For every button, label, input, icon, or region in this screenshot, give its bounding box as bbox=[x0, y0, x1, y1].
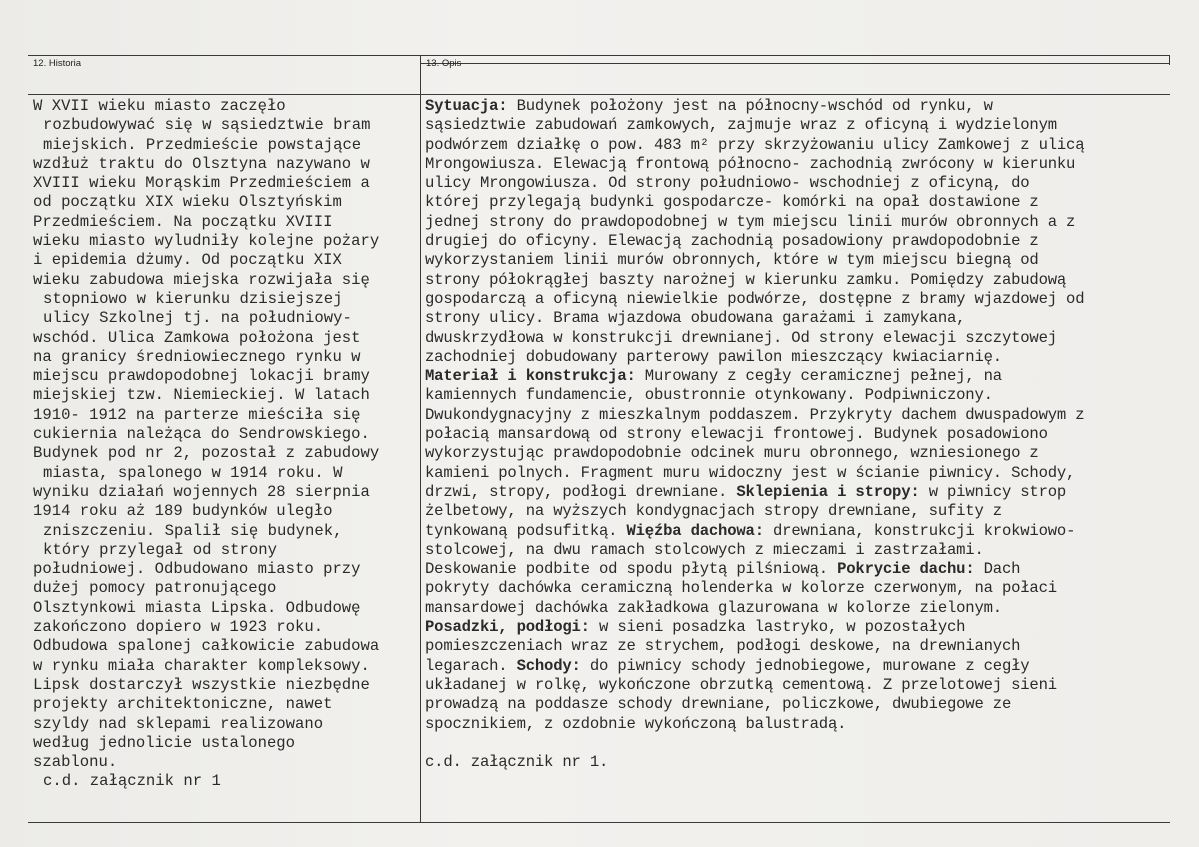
historia-line: szablonu. bbox=[33, 753, 118, 772]
content-top-border bbox=[28, 94, 1170, 95]
section-label-wiezba: Więźba dachowa: bbox=[626, 521, 764, 540]
opis-line bbox=[425, 367, 1165, 386]
historia-line: wzdłuż traktu do Olsztyna nazywano w bbox=[33, 154, 370, 173]
historia-line: wyniku działań wojennych 28 sierpnia bbox=[33, 482, 370, 501]
historia-line: zakończono dopiero w 1923 roku. bbox=[33, 618, 324, 637]
opis-line bbox=[425, 657, 1165, 676]
opis-text: Murowany z cegły ceramicznej pełnej, na bbox=[635, 367, 1002, 386]
opis-line bbox=[425, 522, 1165, 541]
historia-line: który przylegał od strony bbox=[43, 540, 277, 559]
historia-line: Lipsk dostarczył wszystkie niezbędne bbox=[33, 675, 370, 694]
opis-line: sąsiedztwie zabudowań zamkowych, zajmuje wraz z oficyną i wydzielonym bbox=[425, 116, 1057, 135]
historia-line: według jednolicie ustalonego bbox=[33, 733, 296, 752]
opis-line: ulicy Mrongowiusza. Od strony południowo- wschodniej z oficyną, do bbox=[425, 174, 1030, 193]
opis-spacer bbox=[425, 734, 1165, 753]
header-opis: 13. Opis bbox=[426, 58, 462, 69]
opis-line bbox=[425, 560, 1165, 579]
opis-line: kamieni polnych. Fragment muru widoczny jest w ścianie piwnicy. Schody, bbox=[425, 463, 1076, 482]
historia-line: miasta, spalonego w 1914 roku. W bbox=[43, 463, 343, 482]
opis-text: drewniana, konstrukcji krokwiowo- bbox=[763, 521, 1076, 540]
historia-line: 1914 roku aż 189 budynków uległo bbox=[33, 502, 333, 521]
header-historia: 12. Historia bbox=[33, 58, 82, 69]
historia-line: i epidemia dżumy. Od początku XIX bbox=[33, 251, 342, 270]
opis-line: podwórzem działkę o pow. 483 m² przy skrzyżowaniu ulicy Zamkowej z ulicą bbox=[425, 135, 1085, 154]
opis-text: do piwnicy schody jednobiegowe, murowane z cegły bbox=[580, 656, 1030, 675]
opis-text: tynkowaną podsufitką. bbox=[425, 521, 627, 540]
historia-line: ulicy Szkolnej tj. na południowy- bbox=[43, 309, 352, 328]
opis-text: drzwi, stropy, podłogi drewniane. bbox=[425, 482, 737, 501]
historia-line: w rynku miała charakter kompleksowy. bbox=[33, 656, 370, 675]
historia-line: W XVII wieku miasto zaczęło bbox=[33, 97, 286, 115]
opis-line bbox=[425, 483, 1165, 502]
opis-column bbox=[425, 97, 1165, 772]
opis-line: połacią mansardową od strony elewacji frontowej. Budynek posadowiono bbox=[425, 425, 1048, 444]
opis-line: spocznikiem, z ozdobnie wykończoną balustradą. bbox=[425, 714, 847, 733]
opis-line: której przylegają budynki gospodarcze- komórki na opał dostawione z bbox=[425, 193, 1039, 212]
historia-line: miejskich. Przedmieście powstające bbox=[43, 135, 362, 154]
historia-line: wschód. Ulica Zamkowa położona jest bbox=[33, 328, 361, 347]
opis-line: dwuskrzydłowa w konstrukcji drewnianej. Od strony elewacji szczytowej bbox=[425, 328, 1057, 347]
opis-text: w sieni posadzka lastryko, w pozostałych bbox=[589, 618, 966, 637]
opis-line: Mrongowiusza. Elewacją frontową północno- zachodnią zwrócony w kierunku bbox=[425, 154, 1076, 173]
opis-line: strony ulicy. Brama wjazdowa obudowana garażami i zamykana, bbox=[425, 309, 966, 328]
opis-footer: c.d. załącznik nr 1. bbox=[425, 753, 609, 772]
historia-line: miejscu prawdopodobnej lokacji bramy bbox=[33, 367, 370, 386]
historia-line: dużej pomocy patronującego bbox=[33, 579, 277, 598]
opis-text: w piwnicy strop bbox=[919, 482, 1067, 501]
opis-text: Deskowanie podbite od spodu płytą pilśniową. bbox=[425, 560, 838, 579]
historia-line: południowej. Odbudowano miasto przy bbox=[33, 560, 361, 579]
historia-line: stopniowo w kierunku dzisiejszej bbox=[43, 289, 343, 308]
opis-line: prowadzą na poddasze schody drewniane, policzkowe, dwubiegowe ze bbox=[425, 695, 1012, 714]
opis-text: Dach bbox=[974, 560, 1021, 579]
historia-line: Olsztynkowi miasta Lipska. Odbudowę bbox=[33, 598, 361, 617]
opis-line: gospodarczą a oficyną niewielkie podwórze, dostępne z bramy wjazdowej od bbox=[425, 289, 1085, 308]
right-border bbox=[1169, 55, 1170, 65]
opis-line: strony półokrągłej baszty narożnej w kierunku zamku. Pomiędzy zabudową bbox=[425, 270, 1067, 289]
historia-footer: c.d. załącznik nr 1 bbox=[43, 772, 221, 791]
historia-line: rozbudowywać się w sąsiedztwie bram bbox=[43, 116, 371, 135]
opis-line: stolcowej, na dwu ramach stolcowych z mieczami i zastrzałami. bbox=[425, 540, 984, 559]
historia-line: projekty architektoniczne, nawet bbox=[33, 695, 333, 714]
historia-line: cukiernia należąca do Sendrowskiego. bbox=[33, 425, 370, 444]
opis-text: Budynek położony jest na północny-wschód od rynku, w bbox=[507, 97, 993, 115]
opis-line: kamiennych fundamencie, obustronnie otynkowany. Podpiwniczony. bbox=[425, 386, 993, 405]
opis-line: mansardowej dachówka zakładkowa glazurowana w kolorze zielonym. bbox=[425, 598, 1002, 617]
historia-line: Budynek pod nr 2, pozostał z zabudowy bbox=[33, 444, 380, 463]
historia-line: Odbudowa spalonej całkowicie zabudowa bbox=[33, 637, 380, 656]
opis-text: legarach. bbox=[425, 656, 517, 675]
historia-line: zniszczeniu. Spalił się budynek, bbox=[43, 521, 343, 540]
historia-line: miejskiej tzw. Niemieckiej. W latach bbox=[33, 386, 370, 405]
section-label-material: Materiał i konstrukcja: bbox=[425, 367, 636, 386]
opis-line: zachodniej dobudowany parterowy pawilon mieszczący kwiaciarnię. bbox=[425, 347, 1002, 366]
section-label-schody: Schody: bbox=[516, 656, 581, 675]
section-label-pokrycie: Pokrycie dachu: bbox=[837, 560, 975, 579]
historia-line: XVIII wieku Morąskim Przedmieściem a bbox=[33, 174, 370, 193]
top-border bbox=[28, 55, 1170, 56]
opis-line: wykorzystaniem linii murów obronnych, które w tym miejscu biegną od bbox=[425, 251, 1039, 270]
column-divider bbox=[420, 55, 421, 823]
opis-line: układanej w rolkę, wykończone obrzutką cementową. Z przelotowej sieni bbox=[425, 675, 1057, 694]
header-bottom-border bbox=[420, 63, 1170, 64]
historia-line: wieku zabudowa miejska rozwijała się bbox=[33, 270, 370, 289]
historia-column bbox=[33, 97, 418, 792]
opis-line: pokryty dachówka ceramiczną holenderka w kolorze czerwonym, na połaci bbox=[425, 579, 1057, 598]
historia-line: od początku XIX wieku Olsztyńskim bbox=[33, 193, 342, 212]
historia-line: 1910- 1912 na parterze mieściła się bbox=[33, 405, 361, 424]
opis-line: jednej strony do prawdopodobnej w tym miejscu linii murów obronnych a z bbox=[425, 212, 1076, 231]
opis-line: pomieszczeniach wraz ze strychem, podłogi deskowe, na drewnianych bbox=[425, 637, 1021, 656]
section-label-posadzki: Posadzki, podłogi: bbox=[425, 618, 590, 637]
opis-line: drugiej do oficyny. Elewacją zachodnią posadowiony prawdopodobnie z bbox=[425, 232, 1039, 251]
opis-line bbox=[425, 97, 1165, 116]
section-label-sytuacja: Sytuacja: bbox=[425, 97, 508, 115]
section-label-sklepienia: Sklepienia i stropy: bbox=[736, 482, 920, 501]
bottom-border bbox=[28, 822, 1170, 823]
opis-line: wykorzystując prawdopodobnie odcinek muru obronnego, wzniesionego z bbox=[425, 444, 1039, 463]
opis-line bbox=[425, 618, 1165, 637]
opis-line: Dwukondygnacyjny z mieszkalnym poddaszem. Przykryty dachem dwuspadowym z bbox=[425, 405, 1085, 424]
historia-line: na granicy średniowiecznego rynku w bbox=[33, 347, 361, 366]
historia-line: wieku miasto wyludniły kolejne pożary bbox=[33, 232, 380, 251]
historia-line: szyldy nad sklepami realizowano bbox=[33, 714, 324, 733]
opis-line: żelbetowy, na wyższych kondygnacjach stropy drewniane, sufity z bbox=[425, 502, 1002, 521]
historia-line: Przedmieściem. Na początku XVIII bbox=[33, 212, 333, 231]
